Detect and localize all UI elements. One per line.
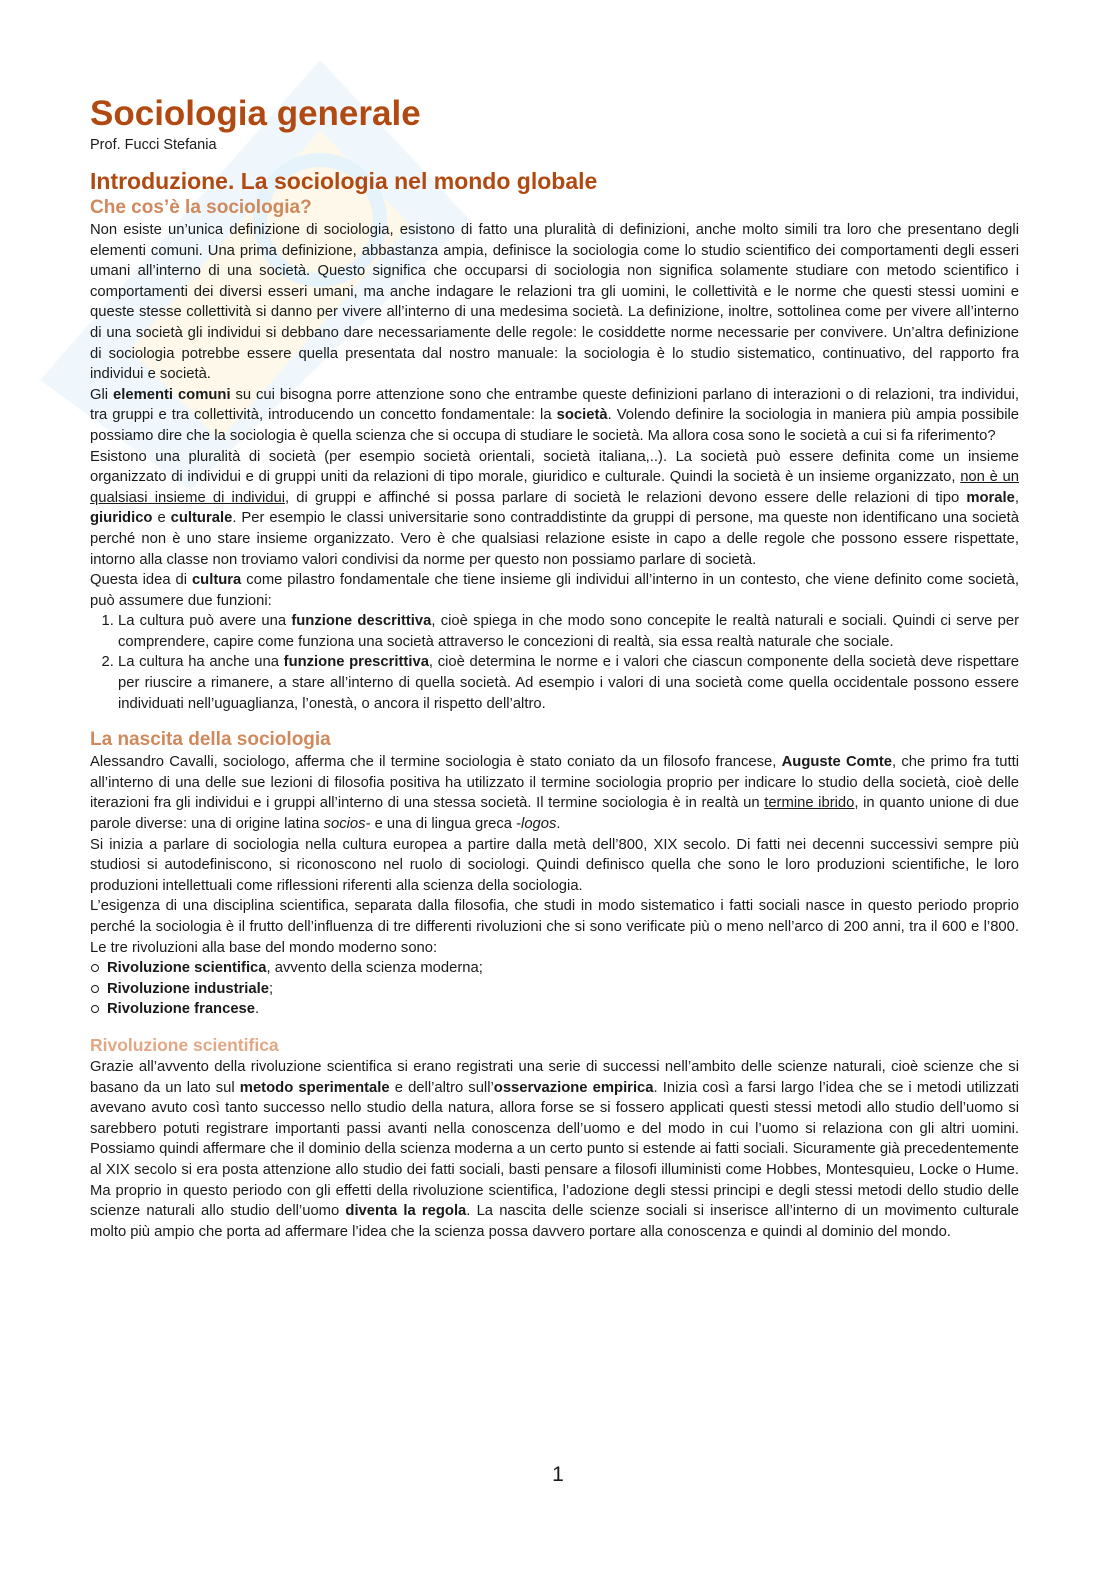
culture-functions-list: [90, 611, 1019, 714]
document-title: Sociologia generale: [90, 94, 421, 133]
list-item: Rivoluzione francese.: [107, 999, 1019, 1020]
paragraph: Questa idea di cultura come pilastro fondamentale che tiene insieme gli individui all’interno in un contesto, che viene definito come società, può assumere due funzioni:: [90, 572, 1019, 609]
revolutions-list: [90, 958, 1019, 1020]
page-number: 1: [552, 1463, 564, 1486]
list-item: 1. La cultura può avere una funzione descrittiva, cioè spiega in che modo sono concepite le realtà naturali e sociali. Quindi ci serve per comprendere, capire come funziona una società attraverso le concezioni di realtà, sia essa realtà naturale che sociale.: [118, 611, 1019, 652]
section-heading-what-is-sociology: Che cos’è la sociologia?: [90, 197, 312, 218]
paragraph: Gli elementi comuni su cui bisogna porre attenzione sono che entrambe queste definizioni parlano di interazioni o di relazioni, tra individui, tra gruppi e tra collettività, introducendo un concetto fondamentale: la società. Volendo definire la sociologia in maniera più ampia possibile possiamo dire che la sociologia è quella scienza che si occupa di studiare le società. Ma allora cosa sono le società a cui si fa riferimento?: [90, 386, 1019, 444]
list-item: 2. La cultura ha anche una funzione prescrittiva, cioè determina le norme e i valori che ciascun componente della società deve rispettare per riuscire a rimanere, a stare all’interno di quella società. Ad esempio i valori di una società come quella occidentale possono essere individuati nell’uguaglianza, l’onestà, o ancora il rispetto dell’altro.: [118, 652, 1019, 714]
list-item: Rivoluzione industriale;: [107, 979, 1019, 1000]
paragraph: Si inizia a parlare di sociologia nella cultura europea a partire dalla metà dell’800, XIX secolo. Di fatti nei decenni successivi sempre più studiosi si autodefiniscono, si riconoscono nel ruolo di sociologi. Quindi definisco quella che sono le loro produzioni scientifiche, le loro produzioni intellettuali come riflessioni riferenti alla scienza della sociologia.: [90, 836, 1019, 894]
section-heading-scientific-revolution: Rivoluzione scientifica: [90, 1034, 279, 1055]
section-heading-birth-of-sociology: La nascita della sociologia: [90, 729, 331, 751]
author: Prof. Fucci Stefania: [90, 137, 217, 153]
paragraph: Grazie all’avvento della rivoluzione scientifica si erano registrati una serie di successi nell’ambito delle scienze naturali, cioè scienze che si basano da un lato sul metodo sperimentale e dell’altro sull’osservazione empirica. Inizia così a farsi largo l’idea che se i metodi utilizzati avevano avuto così tanto successo nello studio della natura, allora forse se si fossero applicati questi stessi metodi allo studio dell’uomo si sarebbero potuti registrare importanti passi avanti nella conoscenza dell’uomo e del modo in cui l’uomo si relaziona con gli altri uomini. Possiamo quindi affermare che il dominio della scienza moderna a un certo punto si estende ai fatti sociali. Sicuramente già precedentemente al XIX secolo si era posta attenzione allo studio dei fatti sociali, basti pensare a filosofi illuministi come Hobbes, Montesquieu, Locke o Hume. Ma proprio in questo periodo con gli effetti della rivoluzione scientifica, l’adozione degli stessi principi e degli stessi metodi dello studio delle scienze naturali allo studio dell’uomo diventa la regola. La nascita delle scienze sociali si inserisce all’interno di un movimento culturale molto più ampio che porta ad affermare l’idea che la scienza possa davvero portare alla conoscenza e quindi al dominio del mondo.: [90, 1058, 1019, 1240]
paragraph: Non esiste un’unica definizione di sociologia, esistono di fatto una pluralità di definizioni, anche molto simili tra loro che presentano degli elementi comuni. Una prima definizione, abbastanza ampia, definisce la sociologia come lo studio scientifico dei comportamenti degli esseri umani all’interno di una società. Questo significa che occuparsi di sociologia non significa solamente studiare con metodo scientifico i comportamenti dei diversi esseri umani, ma anche indagare le relazioni tra gli uomini, le collettività e le norme che questi stessi uomini e queste stesse collettività si danno per vivere all’interno di una medesima società. La definizione, inoltre, sottolinea come per vivere all’interno di una società gli individui si debbano dare necessariamente delle regole: le cosiddette norme necessarie per convivere. Un’altra definizione di sociologia potrebbe essere quella presentata dal nostro manuale: la sociologia è lo studio sistematico, continuativo, del rapporto fra individui e società.: [90, 222, 1019, 383]
chapter-title: Introduzione. La sociologia nel mondo globale: [90, 168, 598, 194]
document-page: [90, 92, 1019, 1242]
paragraph: Alessandro Cavalli, sociologo, afferma che il termine sociologia è stato coniato da un filosofo francese, Auguste Comte, che primo fra tutti all’interno di una delle sue lezioni di filosofia positiva ha utilizzato il termine sociologia proprio per indicare lo studio della società, cioè delle iterazioni fra gli individui e i gruppi all’interno di una stessa società. Il termine sociologia è in realtà un termine ibrido, in quanto unione di due parole diverse: una di origine latina socios- e una di lingua greca -logos.: [90, 754, 1020, 833]
paragraph: Esistono una pluralità di società (per esempio società orientali, società italiana,..). La società può essere definita come un insieme organizzato di individui e di gruppi uniti da relazioni di tipo morale, giuridico e culturale. Quindi la società è un insieme organizzato, non è un qualsiasi insieme di individui, di gruppi e affinché si possa parlare di società le relazioni devono essere delle relazioni di tipo morale, giuridico e culturale. Per esempio le classi universitarie sono contraddistinte da gruppi di persone, ma queste non identificano una società perché non è uno stare insieme organizzato. Vero è che qualsiasi relazione esiste in capo a delle regole che possono essere rispettate, intorno alla classe non troviamo valori condivisi da norme per questo non possiamo parlare di società.: [90, 448, 1019, 568]
paragraph: L’esigenza di una disciplina scientifica, separata dalla filosofia, che studi in modo sistematico i fatti sociali nasce in questo periodo proprio perché la sociologia è il frutto dell’influenza di tre differenti rivoluzioni che si sono verificate più o meno nell’arco di 200 anni, tra il 600 e l’800. Le tre rivoluzioni alla base del mondo moderno sono:: [90, 898, 1019, 956]
list-item: Rivoluzione scientifica, avvento della scienza moderna;: [107, 958, 1019, 979]
